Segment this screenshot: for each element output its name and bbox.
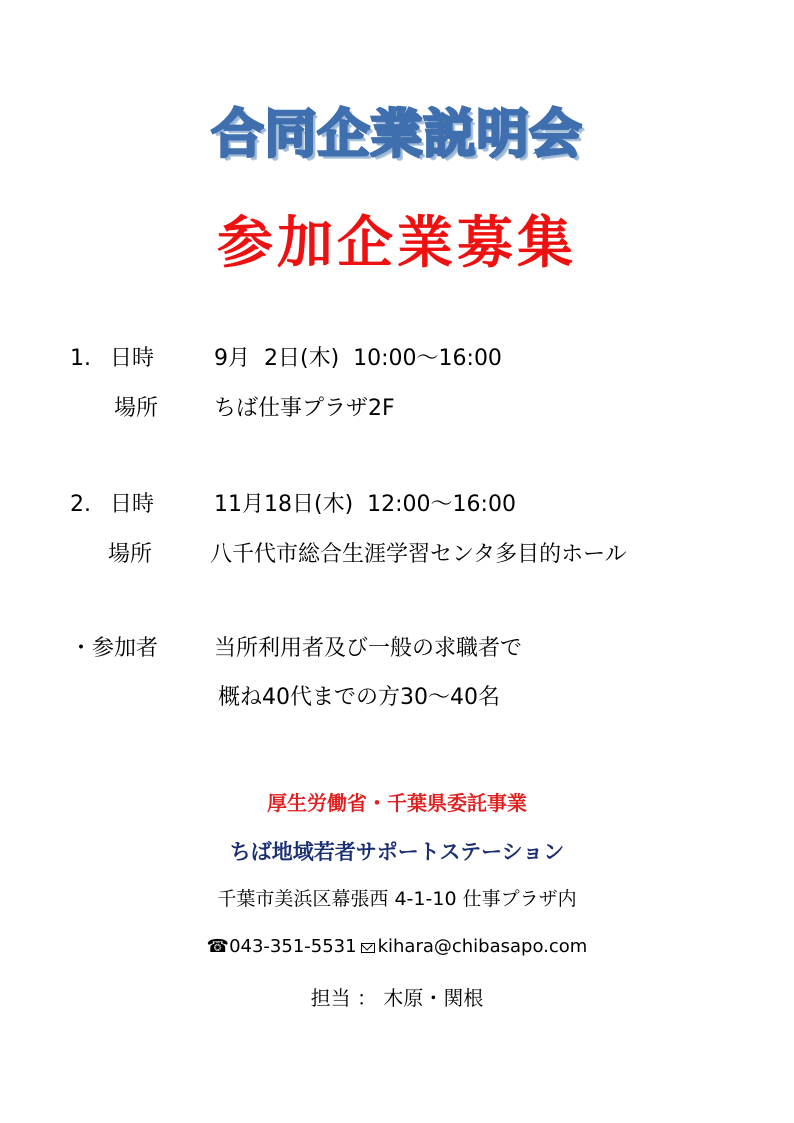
session-1-number: 1. bbox=[70, 346, 91, 371]
event-title: 合同企業説明会 bbox=[211, 105, 583, 165]
sponsor-line: 厚生労働省・千葉県委託事業 bbox=[267, 791, 527, 815]
session-2-number: 2. bbox=[70, 492, 91, 517]
recruitment-title: 参加企業募集 bbox=[217, 211, 577, 276]
session-2-date-value: 11月18日(木) 12:00～16:00 bbox=[214, 492, 516, 517]
staff-line: 担当 ： 木原・関根 bbox=[310, 986, 484, 1010]
session-1-place-label: 場所 bbox=[114, 396, 159, 421]
participants-label: ・参加者 bbox=[70, 636, 159, 661]
contact-line bbox=[0, 933, 794, 961]
participants-line-2: 概ね40代までの方30～40名 bbox=[218, 685, 500, 710]
phone-number: 043-351-5531 bbox=[229, 936, 357, 957]
organization-name: ちば地域若者サポートステーション bbox=[229, 840, 565, 864]
session-1-place-value: ちば仕事プラザ2F bbox=[214, 396, 395, 421]
session-2-date-label: 日時 bbox=[110, 492, 155, 517]
session-2-place-label: 場所 bbox=[108, 542, 153, 567]
mail-icon bbox=[361, 943, 375, 953]
participants-line-1: 当所利用者及び一般の求職者で bbox=[214, 636, 523, 661]
session-1-date-value: 9月 2日(木) 10:00～16:00 bbox=[214, 346, 502, 371]
email-address: kihara@chibasapo.com bbox=[377, 936, 588, 957]
phone-icon: ☎ bbox=[206, 936, 230, 957]
session-2-place-value: 八千代市総合生涯学習センタ多目的ホール bbox=[210, 542, 627, 567]
address-line: 千葉市美浜区幕張西 4-1-10 仕事プラザ内 bbox=[217, 888, 577, 910]
session-1-date-label: 日時 bbox=[110, 346, 155, 371]
